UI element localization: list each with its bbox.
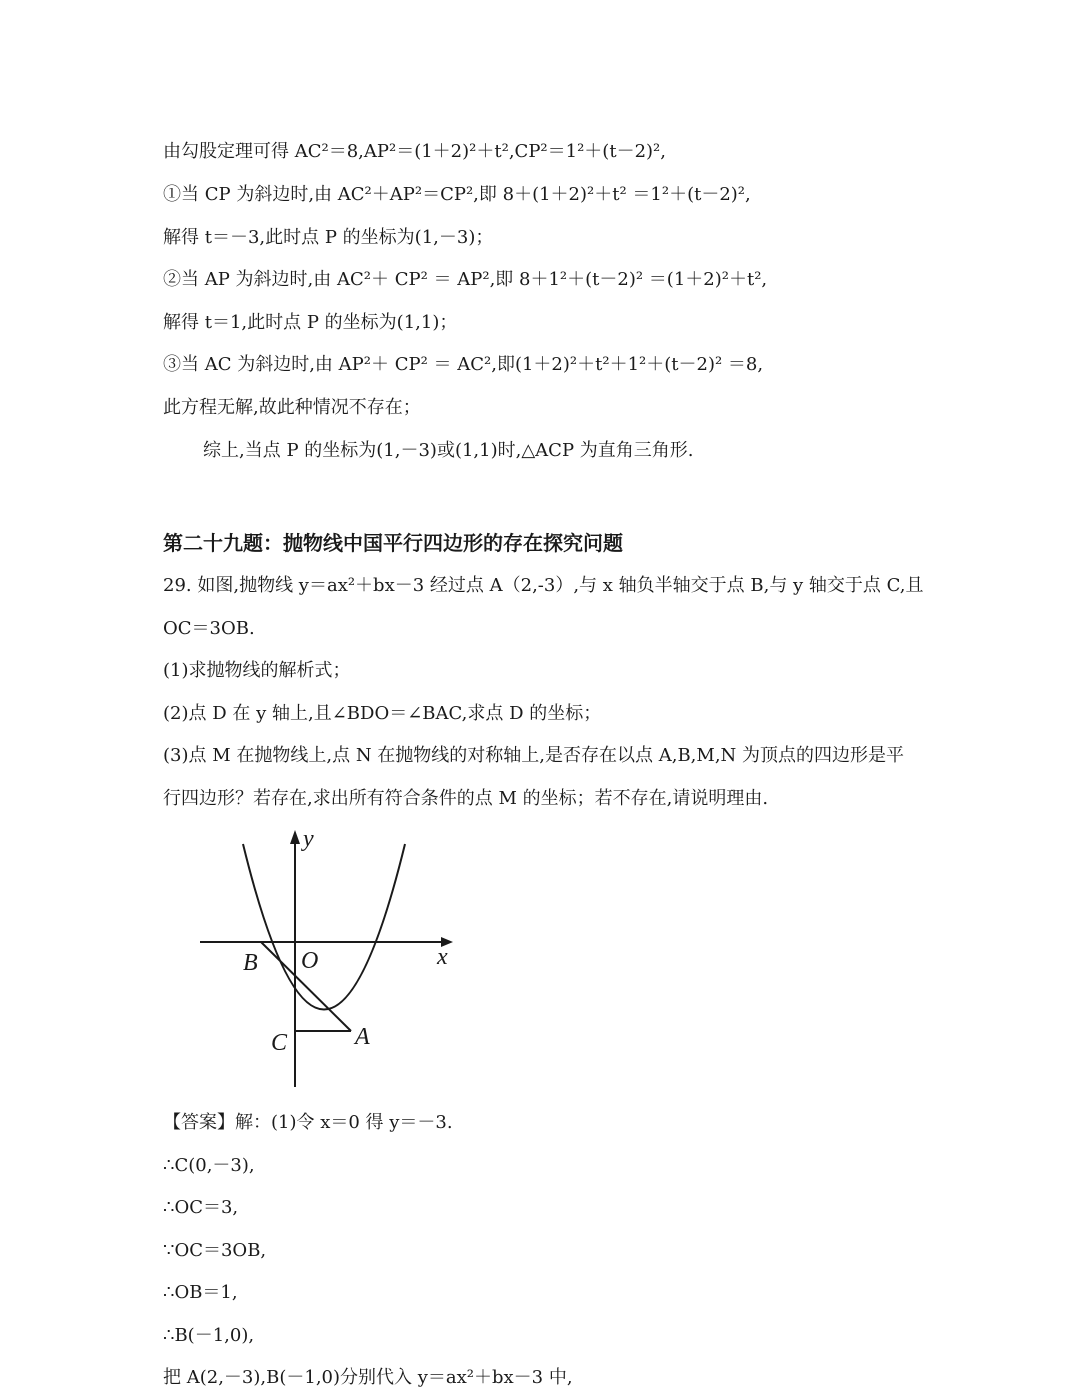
answer-line-2: ∴C(0,－3), — [163, 1155, 255, 1176]
answer-line-5: ∴OB＝1, — [163, 1282, 238, 1303]
problem-part-3-line-1: (3)点 M 在抛物线上,点 N 在抛物线的对称轴上,是否存在以点 A,B,M,N 为顶点的四边形是平 — [163, 745, 905, 766]
answer-line-6: ∴B(－1,0), — [163, 1325, 255, 1346]
problem-stem-line-2: OC＝3OB. — [163, 618, 255, 639]
solution-line-7: 此方程无解,故此种情况不存在； — [163, 397, 421, 418]
solution-line-6: ③当 AC 为斜边时,由 AP²＋ CP² ＝ AC²,即(1＋2)²＋t²＋1²＋(t－2)² ＝8, — [163, 354, 764, 375]
point-A-label: A — [355, 1024, 370, 1050]
x-axis-label: x — [437, 944, 448, 970]
origin-O-label: O — [301, 948, 319, 974]
problem-part-1: (1)求抛物线的解析式； — [163, 660, 351, 681]
problem-part-2: (2)点 D 在 y 轴上,且∠BDO＝∠BAC,求点 D 的坐标； — [163, 703, 602, 724]
answer-line-3: ∴OC＝3, — [163, 1197, 239, 1218]
answer-line-7: 把 A(2,－3),B(－1,0)分别代入 y＝ax²＋bx－3 中, — [163, 1367, 573, 1388]
solution-line-4: ②当 AP 为斜边时,由 AC²＋ CP² ＝ AP²,即 8＋1²＋(t－2)² ＝(1＋2)²＋t², — [163, 269, 768, 290]
point-B-label: B — [243, 950, 258, 976]
parabola-figure — [195, 822, 465, 1092]
solution-line-1: 由勾股定理可得 AC²＝8,AP²＝(1＋2)²＋t²,CP²＝1²＋(t－2)², — [163, 141, 666, 162]
problem-part-3-line-2: 行四边形？若存在,求出所有符合条件的点 M 的坐标；若不存在,请说明理由. — [163, 788, 769, 809]
y-axis-label: y — [303, 826, 314, 852]
solution-line-3: 解得 t＝－3,此时点 P 的坐标为(1,－3)； — [163, 227, 494, 248]
answer-line-1: 【答案】解：(1)令 x＝0 得 y＝－3. — [163, 1112, 453, 1133]
solution-conclusion: 综上,当点 P 的坐标为(1,－3)或(1,1)时,△ACP 为直角三角形. — [203, 440, 694, 461]
parabola-diagram — [195, 822, 465, 1092]
answer-line-4: ∵OC＝3OB, — [163, 1240, 267, 1261]
section-title: 第二十九题：抛物线中国平行四边形的存在探究问题 — [163, 531, 623, 555]
point-C-label: C — [271, 1030, 288, 1056]
solution-line-5: 解得 t＝1,此时点 P 的坐标为(1,1)； — [163, 312, 458, 333]
solution-line-2: ①当 CP 为斜边时,由 AC²＋AP²＝CP²,即 8＋(1＋2)²＋t² ＝1²＋(t－2)², — [163, 184, 751, 205]
y-axis-arrow — [290, 830, 300, 844]
problem-stem-line-1: 29. 如图,抛物线 y＝ax²＋bx－3 经过点 A（2,-3）,与 x 轴负半轴交于点 B,与 y 轴交于点 C,且 — [163, 575, 924, 596]
parabola-curve — [243, 844, 405, 1010]
